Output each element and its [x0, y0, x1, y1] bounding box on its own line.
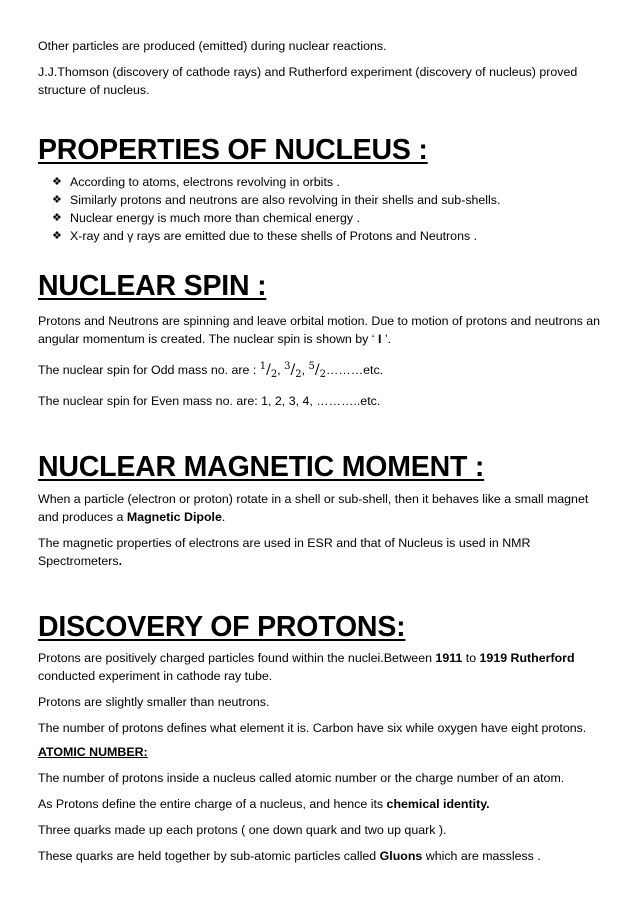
protons-paragraph-6: Three quarks made up each protons ( one down quark and two up quark ). [38, 823, 447, 837]
protons-paragraph-1: Protons are positively charged particles found within the nuclei.Between 1911 to 1919 Rutherford conducted experiment in cathode ray tube. [38, 651, 575, 683]
diamond-bullet-icon: ❖ [52, 212, 62, 224]
fraction: $^1/_2$ [259, 361, 278, 380]
spin-symbol: I [378, 332, 382, 346]
list-item: ❖ Similarly protons and neutrons are also revolving in their shells and sub-shells. [52, 193, 501, 207]
protons-paragraph-4: The number of protons inside a nucleus called atomic number or the charge number of an atom. [38, 771, 565, 785]
spin-heading: NUCLEAR SPIN : [38, 270, 267, 302]
diamond-bullet-icon: ❖ [52, 194, 62, 206]
diamond-bullet-icon: ❖ [52, 230, 62, 242]
list-item: ❖ Nuclear energy is much more than chemical energy . [52, 211, 360, 225]
list-item: ❖ X-ray and γ rays are emitted due to these shells of Protons and Neutrons . [52, 229, 478, 243]
protons-paragraph-3: The number of protons defines what element it is. Carbon have six while oxygen have eight protons. [38, 721, 587, 735]
magnetic-paragraph-1: When a particle (electron or proton) rotate in a shell or sub-shell, then it behaves like a small magnet and produces a Magnetic Dipole. [38, 492, 589, 524]
protons-paragraph-5: As Protons define the entire charge of a nucleus, and hence its chemical identity. [38, 797, 490, 811]
spin-odd-paragraph: The nuclear spin for Odd mass no. are : $^1/_2$, $^3/_2$, $^5/_2\dots\dots\dots etc$. [38, 361, 384, 380]
intro-paragraph-2: J.J.Thomson (discovery of cathode rays) and Rutherford experiment (discovery of nucleus) proved structure of nucleus. [38, 65, 578, 97]
diamond-bullet-icon: ❖ [52, 176, 62, 188]
properties-list [38, 173, 608, 245]
document-page [38, 0, 608, 865]
atomic-number-heading: ATOMIC NUMBER: [38, 745, 148, 759]
fraction: $^5/_2$ [308, 361, 326, 380]
intro-paragraph-1: Other particles are produced (emitted) during nuclear reactions. [38, 39, 387, 53]
magnetic-heading: NUCLEAR MAGNETIC MOMENT : [38, 451, 485, 483]
fraction: $^3/_2$ [284, 361, 302, 380]
protons-heading: DISCOVERY OF PROTONS: [38, 611, 406, 643]
magnetic-paragraph-2: The magnetic properties of electrons are used in ESR and that of Nucleus is used in NMR Spectrometers. [38, 536, 531, 568]
protons-paragraph-7: These quarks are held together by sub-atomic particles called Gluons which are massless . [38, 849, 541, 863]
properties-heading: PROPERTIES OF NUCLEUS : [38, 134, 428, 166]
protons-paragraph-2: Protons are slightly smaller than neutrons. [38, 695, 270, 709]
list-item: ❖ According to atoms, electrons revolving in orbits . [52, 175, 340, 189]
spin-paragraph: Protons and Neutrons are spinning and leave orbital motion. Due to motion of protons and neutrons an angular momentum is created. The nuclear spin is shown by ‘ I ’. [38, 314, 601, 346]
spin-even-paragraph: The nuclear spin for Even mass no. are: 1, 2, 3, 4, ………..etc. [38, 394, 381, 408]
